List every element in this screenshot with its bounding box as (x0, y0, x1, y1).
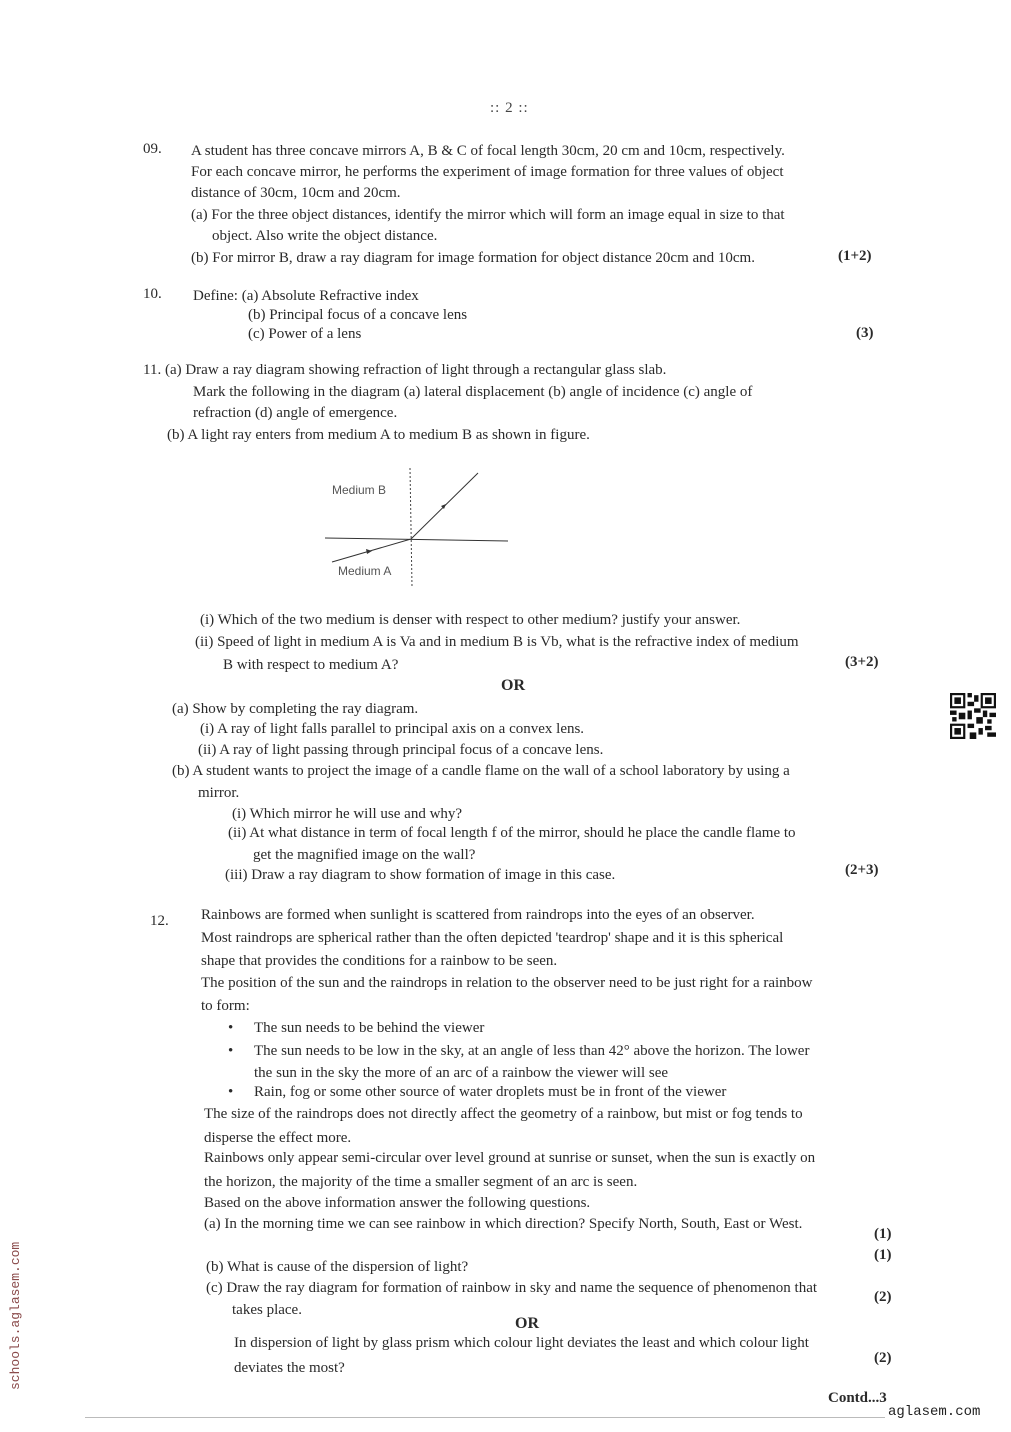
text-line: the horizon, the majority of the time a smaller segment of an arc is seen. (204, 1174, 638, 1190)
text-line: to form: (201, 998, 250, 1014)
question-number: 12. (150, 913, 169, 929)
text-line: B with respect to medium A? (223, 657, 399, 673)
text-line: (b) Principal focus of a concave lens (248, 307, 468, 323)
label-medium-a: Medium A (338, 564, 392, 578)
continued-label: Contd...3 (828, 1390, 887, 1406)
bullet-item: • The sun needs to be low in the sky, at an angle of less than 42° above the horizon. The lower (254, 1041, 809, 1061)
or-divider: OR (501, 677, 525, 694)
text-line: A student has three concave mirrors A, B & C of focal length 30cm, 20 cm and 10cm, respectively. (191, 143, 785, 159)
text-line: (b) A light ray enters from medium A to medium B as shown in figure. (167, 427, 590, 443)
text-line: (a) In the morning time we can see rainbow in which direction? Specify North, South, East or West. (204, 1216, 803, 1232)
marks: (1) (874, 1247, 892, 1263)
text-line: (i) Which of the two medium is denser with respect to other medium? justify your answer. (200, 612, 741, 628)
marks: (2+3) (845, 862, 879, 878)
page-number: :: 2 :: (490, 100, 529, 116)
text-line: mirror. (198, 785, 240, 801)
bullet-item: • Rain, fog or some other source of water droplets must be in front of the viewer (254, 1082, 726, 1102)
text-line: object. Also write the object distance. (212, 228, 438, 244)
text-line: (ii) At what distance in term of focal length f of the mirror, should he place the candle flame to (228, 825, 796, 841)
text-line: (i) A ray of light falls parallel to principal axis on a convex lens. (200, 721, 585, 737)
text-line: shape that provides the conditions for a rainbow to be seen. (201, 953, 558, 969)
text-line: refraction (d) angle of emergence. (193, 405, 398, 421)
text-line: (ii) Speed of light in medium A is Va and in medium B is Vb, what is the refractive index of medium (195, 634, 799, 650)
text-line: disperse the effect more. (204, 1130, 352, 1146)
text-line: (i) Which mirror he will use and why? (232, 806, 463, 822)
text-line: distance of 30cm, 10cm and 20cm. (191, 185, 401, 201)
watermark-side: schools.aglasem.com (8, 1241, 23, 1390)
marks: (1) (874, 1226, 892, 1242)
text-line: (b) A student wants to project the image of a candle flame on the wall of a school laboratory by using a (172, 763, 790, 779)
marks: (3) (856, 325, 874, 341)
marks: (1+2) (838, 248, 872, 264)
text-line: Rainbows only appear semi-circular over level ground at sunrise or sunset, when the sun is exactly on (204, 1150, 816, 1166)
or-divider: OR (515, 1315, 539, 1332)
text-line: For each concave mirror, he performs the experiment of image formation for three values of object (191, 164, 784, 180)
refraction-figure (320, 465, 520, 590)
text-line: Rainbows are formed when sunlight is scattered from raindrops into the eyes of an observer. (201, 907, 755, 923)
marks: (3+2) (845, 654, 879, 670)
text-line: The size of the raindrops does not directly affect the geometry of a rainbow, but mist or fog tends to (204, 1106, 803, 1122)
text-line: deviates the most? (234, 1360, 345, 1376)
text-line: (c) Power of a lens (248, 326, 362, 342)
watermark-bottom: aglasem.com (888, 1404, 981, 1420)
text-line: (c) Draw the ray diagram for formation of rainbow in sky and name the sequence of phenomenon that (206, 1280, 818, 1296)
text-line: (a) For the three object distances, identify the mirror which will form an image equal in size to that (191, 207, 785, 223)
text-line: (a) Show by completing the ray diagram. (172, 701, 419, 717)
text-line: (ii) A ray of light passing through principal focus of a concave lens. (198, 742, 604, 758)
text-line: (b) For mirror B, draw a ray diagram for image formation for object distance 20cm and 10cm. (191, 250, 755, 266)
text-line: get the magnified image on the wall? (253, 847, 476, 863)
qr-code-icon (950, 693, 996, 739)
text-line: Based on the above information answer the following questions. (204, 1195, 591, 1211)
text-line: 11. (a) Draw a ray diagram showing refraction of light through a rectangular glass slab. (143, 362, 667, 378)
marks: (2) (874, 1350, 892, 1366)
text-line: In dispersion of light by glass prism which colour light deviates the least and which colour light (234, 1335, 809, 1351)
text-line: The position of the sun and the raindrops in relation to the observer need to be just right for a rainbow (201, 975, 813, 991)
marks: (2) (874, 1289, 892, 1305)
bullet-item: • The sun needs to be behind the viewer (254, 1018, 484, 1038)
text-line: takes place. (232, 1302, 302, 1318)
text-line: (iii) Draw a ray diagram to show formation of image in this case. (225, 867, 616, 883)
text-line: Define: (a) Absolute Refractive index (193, 288, 419, 304)
footer-rule (85, 1417, 885, 1418)
label-medium-b: Medium B (332, 483, 387, 497)
text-line: Most raindrops are spherical rather than the often depicted 'teardrop' shape and it is this spherical (201, 930, 784, 946)
question-number: 10. (143, 286, 162, 302)
text-line: (b) What is cause of the dispersion of light? (206, 1259, 469, 1275)
text-line: Mark the following in the diagram (a) lateral displacement (b) angle of incidence (c) angle of (193, 384, 753, 400)
text-line: the sun in the sky the more of an arc of a rainbow the viewer will see (254, 1065, 669, 1081)
question-number: 09. (143, 141, 162, 157)
